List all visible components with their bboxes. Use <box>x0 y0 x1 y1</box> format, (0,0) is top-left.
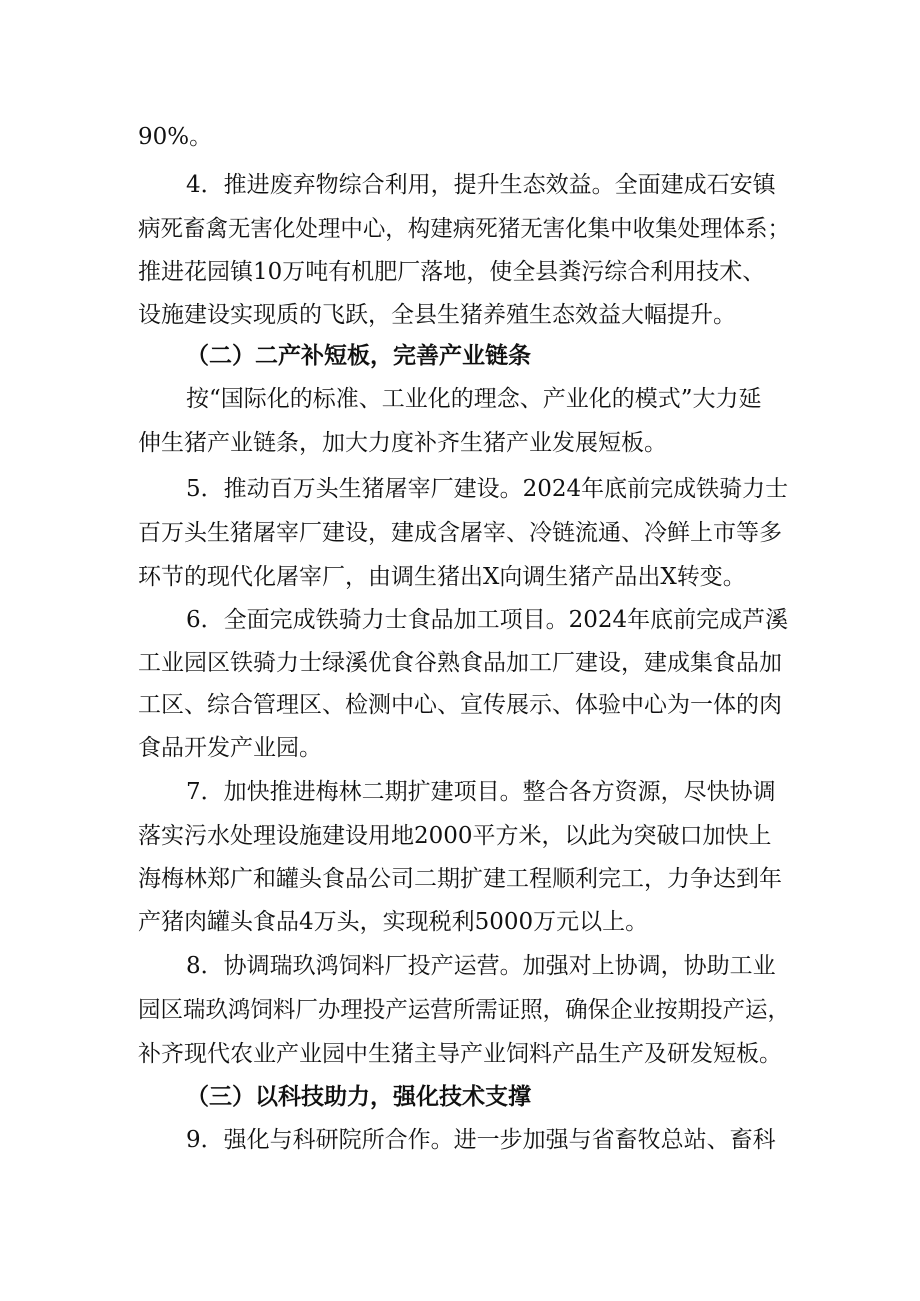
text-line: 6．全面完成铁骑力士食品加工项目。2024年底前完成芦溪 <box>186 607 789 633</box>
text-line: 按“国际化的标准、工业化的理念、产业化的模式”大力延 <box>186 386 762 412</box>
section-heading: （二）二产补短板，完善产业链条 <box>186 343 531 369</box>
text-line: 8．协调瑞玖鸿饲料厂投产运营。加强对上协调，协助工业 <box>186 953 776 979</box>
text-line: 工区、综合管理区、检测中心、宣传展示、体验中心为一体的肉 <box>138 692 782 718</box>
text-line: 工业园区铁骑力士绿溪优食谷熟食品加工厂建设，建成集食品加 <box>138 650 782 676</box>
text-line: 环节的现代化屠宰厂，由调生猪出X向调生猪产品出X转变。 <box>138 564 746 590</box>
text-line: 百万头生猪屠宰厂建设，建成含屠宰、冷链流通、冷鲜上市等多 <box>138 520 782 546</box>
text-line: 病死畜禽无害化处理中心，构建病死猪无害化集中收集处理体系； <box>138 216 790 242</box>
text-line: 食品开发产业园。 <box>138 735 322 761</box>
text-line: 落实污水处理设施建设用地2000平方米，以此为突破口加快上 <box>138 823 772 849</box>
text-line: 90%。 <box>138 124 213 150</box>
text-line: 补齐现代农业产业园中生猪主导产业饲料产品生产及研发短板。 <box>138 1041 782 1067</box>
text-line: 设施建设实现质的飞跃，全县生猪养殖生态效益大幅提升。 <box>138 302 736 328</box>
text-line: 伸生猪产业链条，加大力度补齐生猪产业发展短板。 <box>138 430 667 456</box>
text-line: 推进花园镇10万吨有机肥厂落地，使全县粪污综合利用技术、 <box>138 259 766 285</box>
text-line: 海梅林郑广和罐头食品公司二期扩建工程顺利完工，力争达到年 <box>138 866 782 892</box>
text-line: 4．推进废弃物综合利用，提升生态效益。全面建成石安镇 <box>186 172 776 198</box>
text-line: 园区瑞玖鸿饲料厂办理投产运营所需证照，确保企业按期投产运， <box>138 997 790 1023</box>
text-line: 产猪肉罐头食品4万头，实现税利5000万元以上。 <box>138 909 649 935</box>
text-line: 7．加快推进梅林二期扩建项目。整合各方资源，尽快协调 <box>186 779 776 805</box>
text-line: 9．强化与科研院所合作。进一步加强与省畜牧总站、畜科 <box>186 1127 776 1153</box>
text-line: 5．推动百万头生猪屠宰厂建设。2024年底前完成铁骑力士 <box>186 476 789 502</box>
section-heading: （三）以科技助力，强化技术支撑 <box>186 1084 531 1110</box>
